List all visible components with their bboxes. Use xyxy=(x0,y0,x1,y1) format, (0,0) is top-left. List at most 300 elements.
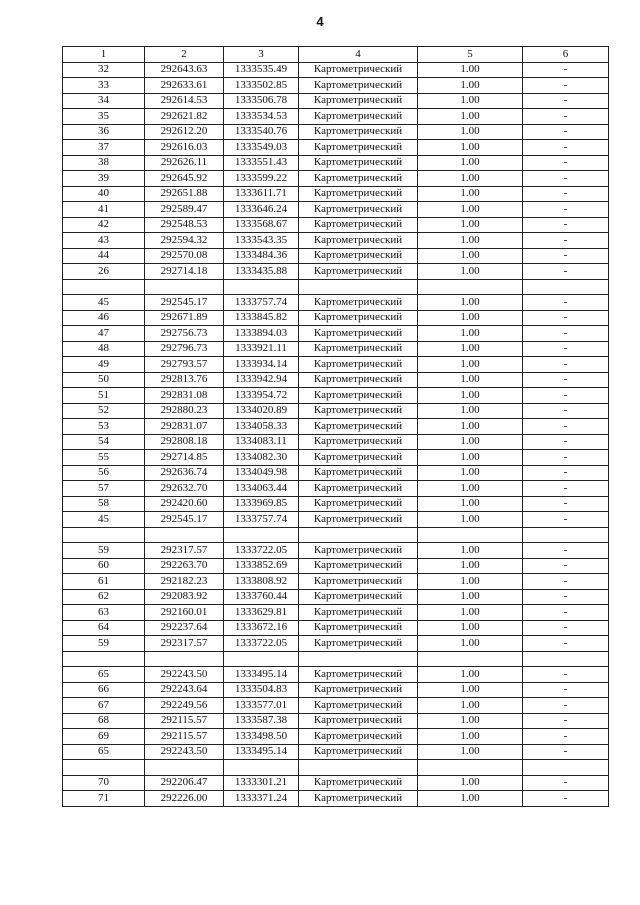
table-row xyxy=(63,698,609,714)
y-coordinate-cell: 1333540.76 xyxy=(224,124,299,140)
accuracy-cell: 1.00 xyxy=(418,357,523,373)
table-row xyxy=(63,279,609,295)
method-cell: Картометрический xyxy=(299,388,418,404)
y-coordinate-cell: 1333587.38 xyxy=(224,713,299,729)
point-number-cell: 70 xyxy=(63,775,145,791)
column-header: 5 xyxy=(418,47,523,63)
x-coordinate-cell: 292589.47 xyxy=(145,202,224,218)
method-cell: Картометрический xyxy=(299,496,418,512)
note-cell: - xyxy=(523,543,609,559)
note-cell: - xyxy=(523,403,609,419)
x-coordinate-cell: 292206.47 xyxy=(145,775,224,791)
point-number-cell: 60 xyxy=(63,558,145,574)
x-coordinate-cell: 292793.57 xyxy=(145,357,224,373)
note-cell: - xyxy=(523,698,609,714)
note-cell: - xyxy=(523,636,609,652)
table-row xyxy=(63,388,609,404)
accuracy-cell: 1.00 xyxy=(418,496,523,512)
page-number: 4 xyxy=(316,14,324,29)
accuracy-cell: 1.00 xyxy=(418,341,523,357)
accuracy-cell: 1.00 xyxy=(418,589,523,605)
accuracy-cell: 1.00 xyxy=(418,682,523,698)
x-coordinate-cell: 292796.73 xyxy=(145,341,224,357)
point-number-cell xyxy=(63,527,145,543)
x-coordinate-cell: 292420.60 xyxy=(145,496,224,512)
y-coordinate-cell: 1333646.24 xyxy=(224,202,299,218)
table-header-row xyxy=(63,47,609,63)
note-cell: - xyxy=(523,589,609,605)
table-body xyxy=(63,62,609,806)
note-cell: - xyxy=(523,419,609,435)
note-cell: - xyxy=(523,233,609,249)
x-coordinate-cell: 292243.64 xyxy=(145,682,224,698)
y-coordinate-cell xyxy=(224,760,299,776)
table-row xyxy=(63,465,609,481)
accuracy-cell: 1.00 xyxy=(418,713,523,729)
y-coordinate-cell: 1334058.33 xyxy=(224,419,299,435)
point-number-cell: 71 xyxy=(63,791,145,807)
accuracy-cell: 1.00 xyxy=(418,109,523,125)
accuracy-cell: 1.00 xyxy=(418,155,523,171)
column-header: 1 xyxy=(63,47,145,63)
note-cell: - xyxy=(523,620,609,636)
table-row xyxy=(63,78,609,94)
accuracy-cell: 1.00 xyxy=(418,512,523,528)
y-coordinate-cell: 1333502.85 xyxy=(224,78,299,94)
x-coordinate-cell: 292570.08 xyxy=(145,248,224,264)
method-cell: Картометрический xyxy=(299,171,418,187)
point-number-cell: 59 xyxy=(63,543,145,559)
method-cell: Картометрический xyxy=(299,295,418,311)
method-cell: Картометрический xyxy=(299,310,418,326)
table-row xyxy=(63,155,609,171)
y-coordinate-cell: 1333599.22 xyxy=(224,171,299,187)
x-coordinate-cell: 292160.01 xyxy=(145,605,224,621)
y-coordinate-cell xyxy=(224,651,299,667)
accuracy-cell: 1.00 xyxy=(418,264,523,280)
point-number-cell: 66 xyxy=(63,682,145,698)
accuracy-cell: 1.00 xyxy=(418,667,523,683)
method-cell: Картометрический xyxy=(299,543,418,559)
method-cell: Картометрический xyxy=(299,264,418,280)
accuracy-cell: 1.00 xyxy=(418,124,523,140)
y-coordinate-cell: 1334083.11 xyxy=(224,434,299,450)
note-cell xyxy=(523,527,609,543)
accuracy-cell: 1.00 xyxy=(418,171,523,187)
method-cell: Картометрический xyxy=(299,775,418,791)
point-number-cell: 36 xyxy=(63,124,145,140)
x-coordinate-cell: 292249.56 xyxy=(145,698,224,714)
method-cell: Картометрический xyxy=(299,744,418,760)
table-row xyxy=(63,93,609,109)
column-header: 3 xyxy=(224,47,299,63)
y-coordinate-cell: 1333498.50 xyxy=(224,729,299,745)
method-cell xyxy=(299,760,418,776)
point-number-cell xyxy=(63,279,145,295)
point-number-cell: 69 xyxy=(63,729,145,745)
x-coordinate-cell: 292237.64 xyxy=(145,620,224,636)
point-number-cell: 67 xyxy=(63,698,145,714)
x-coordinate-cell: 292808.18 xyxy=(145,434,224,450)
column-header: 4 xyxy=(299,47,418,63)
accuracy-cell: 1.00 xyxy=(418,698,523,714)
point-number-cell: 54 xyxy=(63,434,145,450)
accuracy-cell xyxy=(418,651,523,667)
point-number-cell: 56 xyxy=(63,465,145,481)
table-row xyxy=(63,667,609,683)
note-cell: - xyxy=(523,434,609,450)
method-cell: Картометрический xyxy=(299,450,418,466)
x-coordinate-cell: 292671.89 xyxy=(145,310,224,326)
note-cell: - xyxy=(523,202,609,218)
accuracy-cell: 1.00 xyxy=(418,295,523,311)
y-coordinate-cell: 1333568.67 xyxy=(224,217,299,233)
method-cell: Картометрический xyxy=(299,419,418,435)
accuracy-cell: 1.00 xyxy=(418,775,523,791)
y-coordinate-cell: 1333504.83 xyxy=(224,682,299,698)
x-coordinate-cell: 292226.00 xyxy=(145,791,224,807)
point-number-cell: 65 xyxy=(63,744,145,760)
note-cell: - xyxy=(523,512,609,528)
y-coordinate-cell: 1333760.44 xyxy=(224,589,299,605)
point-number-cell: 40 xyxy=(63,186,145,202)
accuracy-cell: 1.00 xyxy=(418,450,523,466)
point-number-cell: 63 xyxy=(63,605,145,621)
point-number-cell: 65 xyxy=(63,667,145,683)
note-cell: - xyxy=(523,155,609,171)
method-cell: Картометрический xyxy=(299,155,418,171)
method-cell: Картометрический xyxy=(299,589,418,605)
table-row xyxy=(63,744,609,760)
y-coordinate-cell: 1333551.43 xyxy=(224,155,299,171)
table-row xyxy=(63,791,609,807)
accuracy-cell: 1.00 xyxy=(418,93,523,109)
method-cell: Картометрический xyxy=(299,233,418,249)
note-cell: - xyxy=(523,326,609,342)
y-coordinate-cell: 1333535.49 xyxy=(224,62,299,78)
y-coordinate-cell: 1333577.01 xyxy=(224,698,299,714)
accuracy-cell: 1.00 xyxy=(418,372,523,388)
table-row xyxy=(63,605,609,621)
x-coordinate-cell: 292651.88 xyxy=(145,186,224,202)
accuracy-cell: 1.00 xyxy=(418,543,523,559)
x-coordinate-cell: 292831.08 xyxy=(145,388,224,404)
x-coordinate-cell: 292548.53 xyxy=(145,217,224,233)
x-coordinate-cell xyxy=(145,651,224,667)
method-cell: Картометрический xyxy=(299,326,418,342)
point-number-cell xyxy=(63,651,145,667)
accuracy-cell: 1.00 xyxy=(418,605,523,621)
point-number-cell: 53 xyxy=(63,419,145,435)
x-coordinate-cell: 292714.18 xyxy=(145,264,224,280)
y-coordinate-cell: 1334063.44 xyxy=(224,481,299,497)
table-row xyxy=(63,543,609,559)
x-coordinate-cell: 292182.23 xyxy=(145,574,224,590)
method-cell: Картометрический xyxy=(299,481,418,497)
point-number-cell: 41 xyxy=(63,202,145,218)
note-cell: - xyxy=(523,140,609,156)
y-coordinate-cell: 1333549.03 xyxy=(224,140,299,156)
y-coordinate-cell: 1333301.21 xyxy=(224,775,299,791)
accuracy-cell: 1.00 xyxy=(418,558,523,574)
accuracy-cell: 1.00 xyxy=(418,62,523,78)
y-coordinate-cell: 1333921.11 xyxy=(224,341,299,357)
note-cell: - xyxy=(523,341,609,357)
y-coordinate-cell: 1333934.14 xyxy=(224,357,299,373)
note-cell: - xyxy=(523,248,609,264)
x-coordinate-cell: 292545.17 xyxy=(145,512,224,528)
point-number-cell: 59 xyxy=(63,636,145,652)
accuracy-cell: 1.00 xyxy=(418,419,523,435)
method-cell: Картометрический xyxy=(299,667,418,683)
point-number-cell: 55 xyxy=(63,450,145,466)
accuracy-cell xyxy=(418,527,523,543)
table-row xyxy=(63,124,609,140)
point-number-cell: 45 xyxy=(63,295,145,311)
coordinates-table xyxy=(62,46,609,807)
method-cell: Картометрический xyxy=(299,202,418,218)
accuracy-cell: 1.00 xyxy=(418,403,523,419)
accuracy-cell: 1.00 xyxy=(418,202,523,218)
y-coordinate-cell: 1333969.85 xyxy=(224,496,299,512)
point-number-cell: 68 xyxy=(63,713,145,729)
table-row xyxy=(63,310,609,326)
note-cell: - xyxy=(523,357,609,373)
table-row xyxy=(63,140,609,156)
accuracy-cell: 1.00 xyxy=(418,729,523,745)
y-coordinate-cell: 1333495.14 xyxy=(224,744,299,760)
x-coordinate-cell: 292115.57 xyxy=(145,713,224,729)
x-coordinate-cell xyxy=(145,527,224,543)
table-row xyxy=(63,202,609,218)
x-coordinate-cell: 292880.23 xyxy=(145,403,224,419)
x-coordinate-cell: 292616.03 xyxy=(145,140,224,156)
y-coordinate-cell: 1334020.89 xyxy=(224,403,299,419)
accuracy-cell: 1.00 xyxy=(418,744,523,760)
x-coordinate-cell: 292083.92 xyxy=(145,589,224,605)
x-coordinate-cell: 292831.07 xyxy=(145,419,224,435)
note-cell: - xyxy=(523,171,609,187)
x-coordinate-cell: 292317.57 xyxy=(145,543,224,559)
method-cell: Картометрический xyxy=(299,248,418,264)
note-cell: - xyxy=(523,372,609,388)
table-row xyxy=(63,403,609,419)
y-coordinate-cell: 1333942.94 xyxy=(224,372,299,388)
point-number-cell: 37 xyxy=(63,140,145,156)
note-cell: - xyxy=(523,217,609,233)
point-number-cell: 33 xyxy=(63,78,145,94)
method-cell: Картометрический xyxy=(299,93,418,109)
table-row xyxy=(63,233,609,249)
accuracy-cell: 1.00 xyxy=(418,310,523,326)
x-coordinate-cell: 292594.32 xyxy=(145,233,224,249)
table-row xyxy=(63,217,609,233)
x-coordinate-cell xyxy=(145,279,224,295)
x-coordinate-cell xyxy=(145,760,224,776)
note-cell: - xyxy=(523,558,609,574)
note-cell: - xyxy=(523,62,609,78)
method-cell: Картометрический xyxy=(299,698,418,714)
accuracy-cell: 1.00 xyxy=(418,636,523,652)
point-number-cell: 38 xyxy=(63,155,145,171)
point-number-cell: 34 xyxy=(63,93,145,109)
method-cell: Картометрический xyxy=(299,713,418,729)
point-number-cell xyxy=(63,760,145,776)
note-cell xyxy=(523,760,609,776)
method-cell: Картометрический xyxy=(299,109,418,125)
note-cell: - xyxy=(523,450,609,466)
y-coordinate-cell: 1333845.82 xyxy=(224,310,299,326)
table-row xyxy=(63,171,609,187)
accuracy-cell: 1.00 xyxy=(418,388,523,404)
y-coordinate-cell: 1333495.14 xyxy=(224,667,299,683)
table-row xyxy=(63,636,609,652)
method-cell: Картометрический xyxy=(299,124,418,140)
accuracy-cell: 1.00 xyxy=(418,481,523,497)
note-cell: - xyxy=(523,667,609,683)
method-cell: Картометрический xyxy=(299,78,418,94)
table-row xyxy=(63,481,609,497)
accuracy-cell: 1.00 xyxy=(418,574,523,590)
note-cell: - xyxy=(523,124,609,140)
method-cell: Картометрический xyxy=(299,465,418,481)
y-coordinate-cell: 1333672.16 xyxy=(224,620,299,636)
y-coordinate-cell xyxy=(224,527,299,543)
table-row xyxy=(63,729,609,745)
point-number-cell: 44 xyxy=(63,248,145,264)
point-number-cell: 49 xyxy=(63,357,145,373)
note-cell: - xyxy=(523,496,609,512)
point-number-cell: 62 xyxy=(63,589,145,605)
note-cell: - xyxy=(523,682,609,698)
accuracy-cell: 1.00 xyxy=(418,434,523,450)
y-coordinate-cell: 1333722.05 xyxy=(224,543,299,559)
table-row xyxy=(63,589,609,605)
point-number-cell: 32 xyxy=(63,62,145,78)
point-number-cell: 35 xyxy=(63,109,145,125)
method-cell: Картометрический xyxy=(299,605,418,621)
method-cell: Картометрический xyxy=(299,341,418,357)
table-row xyxy=(63,496,609,512)
x-coordinate-cell: 292545.17 xyxy=(145,295,224,311)
x-coordinate-cell: 292645.92 xyxy=(145,171,224,187)
y-coordinate-cell: 1333757.74 xyxy=(224,512,299,528)
table-row xyxy=(63,357,609,373)
y-coordinate-cell: 1333543.35 xyxy=(224,233,299,249)
method-cell: Картометрический xyxy=(299,403,418,419)
table-row xyxy=(63,527,609,543)
point-number-cell: 43 xyxy=(63,233,145,249)
note-cell xyxy=(523,651,609,667)
method-cell: Картометрический xyxy=(299,372,418,388)
x-coordinate-cell: 292714.85 xyxy=(145,450,224,466)
table-row xyxy=(63,434,609,450)
table-row xyxy=(63,558,609,574)
column-header: 6 xyxy=(523,47,609,63)
accuracy-cell: 1.00 xyxy=(418,326,523,342)
note-cell: - xyxy=(523,109,609,125)
note-cell: - xyxy=(523,744,609,760)
point-number-cell: 61 xyxy=(63,574,145,590)
table-row xyxy=(63,264,609,280)
x-coordinate-cell: 292621.82 xyxy=(145,109,224,125)
accuracy-cell: 1.00 xyxy=(418,78,523,94)
note-cell: - xyxy=(523,388,609,404)
method-cell: Картометрический xyxy=(299,512,418,528)
column-header: 2 xyxy=(145,47,224,63)
x-coordinate-cell: 292243.50 xyxy=(145,744,224,760)
note-cell: - xyxy=(523,93,609,109)
table-row xyxy=(63,775,609,791)
x-coordinate-cell: 292633.61 xyxy=(145,78,224,94)
accuracy-cell xyxy=(418,279,523,295)
method-cell: Картометрический xyxy=(299,682,418,698)
method-cell xyxy=(299,651,418,667)
table-row xyxy=(63,574,609,590)
table-row xyxy=(63,295,609,311)
x-coordinate-cell: 292626.11 xyxy=(145,155,224,171)
y-coordinate-cell: 1333534.53 xyxy=(224,109,299,125)
point-number-cell: 64 xyxy=(63,620,145,636)
accuracy-cell: 1.00 xyxy=(418,248,523,264)
x-coordinate-cell: 292612.20 xyxy=(145,124,224,140)
x-coordinate-cell: 292317.57 xyxy=(145,636,224,652)
table-row xyxy=(63,372,609,388)
accuracy-cell: 1.00 xyxy=(418,217,523,233)
point-number-cell: 48 xyxy=(63,341,145,357)
y-coordinate-cell: 1333629.81 xyxy=(224,605,299,621)
y-coordinate-cell: 1334082.30 xyxy=(224,450,299,466)
point-number-cell: 58 xyxy=(63,496,145,512)
table-row xyxy=(63,109,609,125)
note-cell: - xyxy=(523,713,609,729)
note-cell: - xyxy=(523,729,609,745)
accuracy-cell: 1.00 xyxy=(418,465,523,481)
y-coordinate-cell: 1333722.05 xyxy=(224,636,299,652)
point-number-cell: 51 xyxy=(63,388,145,404)
y-coordinate-cell: 1333506.78 xyxy=(224,93,299,109)
x-coordinate-cell: 292813.76 xyxy=(145,372,224,388)
y-coordinate-cell: 1333894.03 xyxy=(224,326,299,342)
note-cell: - xyxy=(523,465,609,481)
note-cell: - xyxy=(523,791,609,807)
note-cell: - xyxy=(523,775,609,791)
x-coordinate-cell: 292614.53 xyxy=(145,93,224,109)
method-cell: Картометрический xyxy=(299,574,418,590)
note-cell xyxy=(523,279,609,295)
table-row xyxy=(63,248,609,264)
y-coordinate-cell: 1334049.98 xyxy=(224,465,299,481)
table-row xyxy=(63,62,609,78)
table-row xyxy=(63,341,609,357)
table-row xyxy=(63,512,609,528)
point-number-cell: 52 xyxy=(63,403,145,419)
y-coordinate-cell: 1333371.24 xyxy=(224,791,299,807)
point-number-cell: 26 xyxy=(63,264,145,280)
x-coordinate-cell: 292643.63 xyxy=(145,62,224,78)
table-row xyxy=(63,651,609,667)
method-cell: Картометрический xyxy=(299,357,418,373)
table-row xyxy=(63,682,609,698)
table-row xyxy=(63,186,609,202)
table-row xyxy=(63,326,609,342)
method-cell: Картометрический xyxy=(299,558,418,574)
table-row xyxy=(63,419,609,435)
y-coordinate-cell: 1333435.88 xyxy=(224,264,299,280)
y-coordinate-cell: 1333757.74 xyxy=(224,295,299,311)
y-coordinate-cell: 1333852.69 xyxy=(224,558,299,574)
point-number-cell: 57 xyxy=(63,481,145,497)
